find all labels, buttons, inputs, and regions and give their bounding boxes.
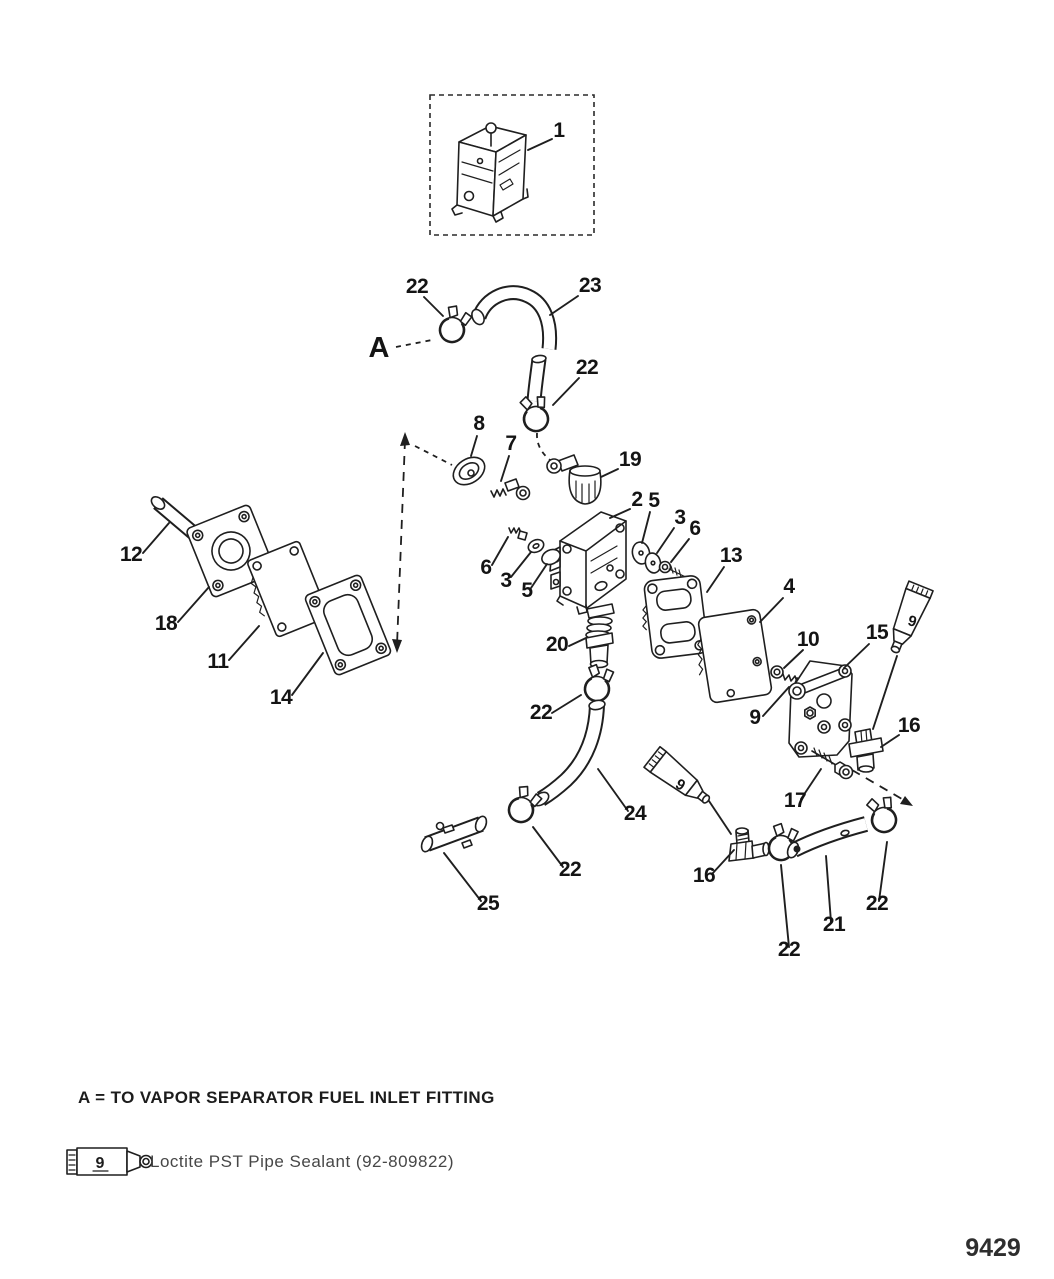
leader-line (552, 695, 581, 713)
callout-15: 15 (865, 621, 889, 644)
leader-line (844, 644, 869, 668)
hose-clamp (436, 303, 473, 346)
callout-9: 9 (749, 706, 761, 729)
hose-clamp (864, 793, 901, 836)
leader-line (712, 850, 734, 874)
part-7-screw (491, 432, 530, 500)
leader-line (229, 626, 259, 660)
callout-3-right: 3 (674, 506, 686, 529)
callout-22-b: 22 (575, 356, 599, 379)
callout-12: 12 (119, 543, 143, 566)
left-hardware-group (480, 528, 562, 602)
arrowhead (900, 796, 913, 806)
legend-description: Loctite PST Pipe Sealant (92-809822) (150, 1152, 455, 1171)
callout-10: 10 (796, 628, 820, 651)
legend-sealant-item (67, 1148, 454, 1175)
callout-1: 1 (553, 119, 565, 142)
callout-24: 24 (623, 802, 647, 825)
callout-8: 8 (473, 412, 485, 435)
part-1-fuel-pump-inset (430, 95, 594, 235)
marker-a: A (368, 332, 390, 364)
alignment-dashed-axis (392, 432, 452, 653)
legend-ref-number: 9 (95, 1155, 105, 1172)
leader-line (501, 456, 509, 481)
part-4-cover-plate (691, 575, 796, 704)
leader-line (143, 523, 169, 553)
down-arrowhead (392, 639, 402, 653)
sealant-tube-right (873, 581, 933, 729)
callout-19: 19 (618, 448, 642, 471)
callout-4: 4 (783, 575, 795, 598)
sealant-tube-glyph: 9 (672, 775, 689, 795)
leader-line (292, 653, 323, 695)
callout-22-d: 22 (558, 858, 582, 881)
sealant-tube-glyph: 9 (905, 612, 919, 631)
leader-line (531, 564, 547, 588)
hose-end-opening (794, 846, 801, 853)
note-a-text: A = TO VAPOR SEPARATOR FUEL INLET FITTING (78, 1088, 495, 1107)
callout-13: 13 (719, 544, 743, 567)
leader-line (553, 378, 579, 405)
leader-line (511, 552, 531, 577)
leader-line (569, 638, 586, 646)
part-8-disc (448, 412, 490, 490)
callout-3-left: 3 (500, 569, 512, 592)
leader-line (610, 509, 630, 518)
leader-line (642, 512, 650, 543)
part-25-tube (420, 815, 500, 915)
callout-16-right: 16 (897, 714, 921, 737)
leader-line (881, 735, 899, 747)
fuel-pump-drawing (452, 123, 528, 222)
callout-23: 23 (578, 274, 602, 297)
callout-25: 25 (476, 892, 500, 915)
callout-21: 21 (822, 913, 846, 936)
leader-line (601, 469, 618, 477)
part-16-elbow-bottom (693, 828, 769, 887)
callout-18: 18 (154, 612, 178, 635)
figure-code: 9429 (965, 1234, 1021, 1262)
callout-22-e: 22 (777, 938, 801, 961)
callout-2: 2 (631, 488, 643, 511)
leader-line (709, 801, 731, 834)
callout-14: 14 (269, 686, 293, 709)
callout-6-left: 6 (480, 556, 492, 579)
callout-5-right: 5 (648, 489, 660, 512)
up-arrowhead (400, 432, 410, 446)
leader-line (657, 528, 674, 553)
leader-line (424, 297, 443, 316)
leader-line (671, 539, 689, 562)
part-24-hose (504, 663, 647, 881)
part-19-elbow-fitting (547, 448, 641, 504)
leader-line (444, 853, 481, 901)
callout-20: 20 (545, 633, 569, 656)
leader-line (873, 656, 897, 729)
sealant-tube-middle (644, 747, 731, 834)
callout-7: 7 (505, 432, 517, 455)
leader-line (550, 296, 578, 315)
callout-16-bottom: 16 (692, 864, 716, 887)
part-23-hose (469, 293, 549, 401)
legend-sealant-tube-icon (67, 1148, 152, 1175)
callout-17: 17 (783, 789, 807, 812)
leader-line (784, 650, 803, 668)
part-21-hose (767, 793, 902, 961)
leader-line (760, 598, 783, 622)
leader-line (528, 139, 552, 150)
callout-22-c: 22 (529, 701, 553, 724)
leader-line (492, 537, 508, 565)
hose-clamp (583, 663, 614, 703)
callout-6-right: 6 (689, 517, 701, 540)
callout-22-a: 22 (405, 275, 429, 298)
callout-5-left: 5 (521, 579, 533, 602)
leader-line (707, 567, 724, 592)
callout-11: 11 (207, 650, 229, 673)
part-2-fuel-pump-body (550, 488, 643, 614)
part-17-screw (784, 748, 853, 812)
leader-line (471, 436, 477, 456)
routing-dashed-arrow (852, 770, 913, 806)
leader-line (178, 587, 209, 622)
leader-line (781, 865, 789, 947)
callout-22-f: 22 (865, 892, 889, 915)
a-dashed-line (396, 340, 432, 347)
part-16-fitting-right (849, 714, 920, 772)
